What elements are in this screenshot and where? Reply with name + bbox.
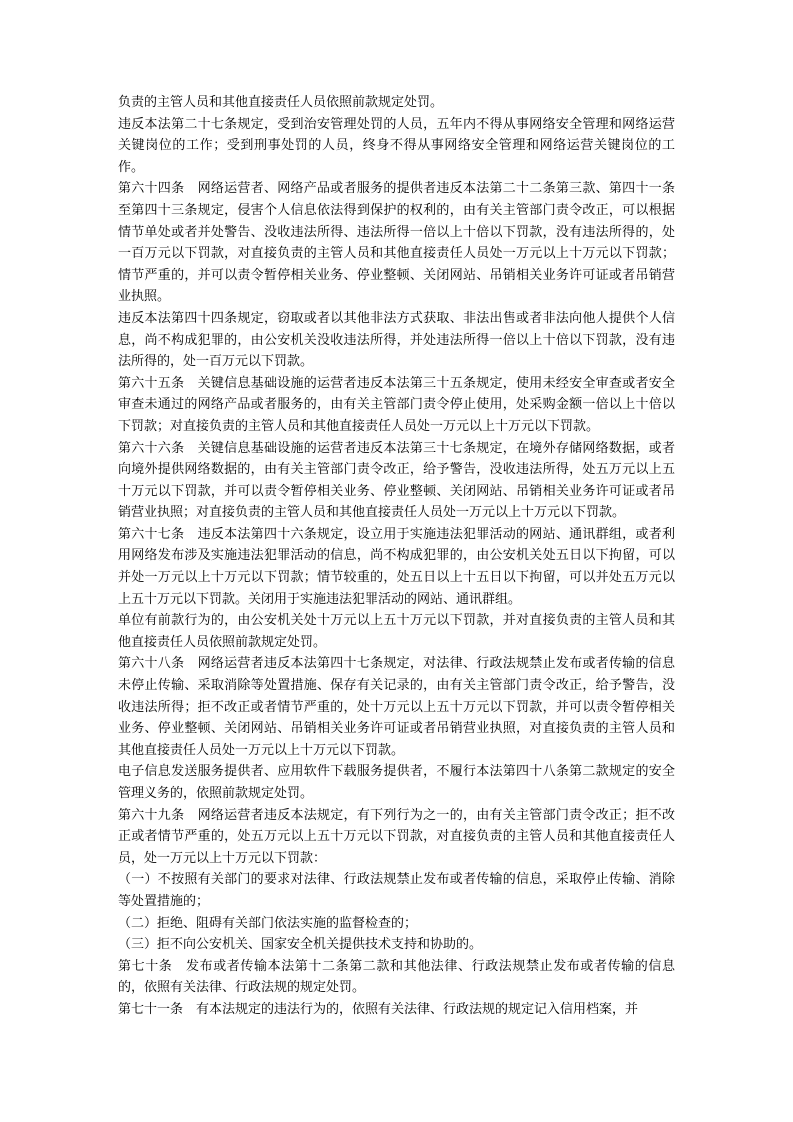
paragraph: （二）拒绝、阻碍有关部门依法实施的监督检查的； bbox=[118, 915, 418, 931]
paragraph: 电子信息发送服务提供者、应用软件下载服务提供者，不履行本法第四十八条第二款规定的安全管理义务的，依照前款规定处罚。 bbox=[118, 764, 675, 801]
paragraph: 第七十一条 有本法规定的违法行为的，依照有关法律、行政法规的规定记入信用档案，并 bbox=[118, 1001, 639, 1017]
paragraph: 第六十四条 网络运营者、网络产品或者服务的提供者违反本法第二十二条第三款、第四十一条至第四十三条规定，侵害个人信息依法得到保护的权利的，由有关主管部门责令改正，可以根据情节单处或者并处警告、没收违法所得、违法所得一倍以上十倍以下罚款，没有违法所得的，处一百万元以下罚款，对直接负责的主管人员和其他直接责任人员处一万元以上十万元以下罚款；情节严重的，并可以责令暂停相关业务、停业整顿、关闭网站、吊销相关业务许可证或者吊销营业执照。 bbox=[118, 181, 675, 305]
paragraph: 负责的主管人员和其他直接责任人员依照前款规定处罚。 bbox=[118, 95, 444, 110]
paragraph: 第六十九条 网络运营者违反本法规定，有下列行为之一的，由有关主管部门责令改正；拒不改正或者情节严重的，处五万元以上五十万元以下罚款，对直接负责的主管人员和其他直接责任人员，处一万元以上十万元以下罚款： bbox=[118, 807, 675, 866]
document-body bbox=[118, 92, 675, 1021]
paragraph: 第六十五条 关键信息基础设施的运营者违反本法第三十五条规定，使用未经安全审查或者安全审查未通过的网络产品或者服务的，由有关主管部门责令停止使用，处采购金额一倍以上十倍以下罚款；对直接负责的主管人员和其他直接责任人员处一万元以上十万元以下罚款。 bbox=[118, 375, 675, 434]
paragraph: 违反本法第二十七条规定，受到治安管理处罚的人员，五年内不得从事网络安全管理和网络运营关键岗位的工作；受到刑事处罚的人员，终身不得从事网络安全管理和网络运营关键岗位的工作。 bbox=[118, 116, 675, 175]
paragraph: 第六十六条 关键信息基础设施的运营者违反本法第三十七条规定，在境外存储网络数据，或者向境外提供网络数据的，由有关主管部门责令改正，给予警告，没收违法所得，处五万元以上五十万元以下罚款，并可以责令暂停相关业务、停业整顿、关闭网站、吊销相关业务许可证或者吊销营业执照；对直接负责的主管人员和其他直接责任人员处一万元以上十万元以下罚款。 bbox=[118, 440, 675, 521]
paragraph: 单位有前款行为的，由公安机关处十万元以上五十万元以下罚款，并对直接负责的主管人员和其他直接责任人员依照前款规定处罚。 bbox=[118, 613, 675, 650]
paragraph: 第六十七条 违反本法第四十六条规定，设立用于实施违法犯罪活动的网站、通讯群组，或者利用网络发布涉及实施违法犯罪活动的信息，尚不构成犯罪的，由公安机关处五日以下拘留，可以并处一万元以上十万元以下罚款；情节较重的，处五日以上十五日以下拘留，可以并处五万元以上五十万元以下罚款。关闭用于实施违法犯罪活动的网站、通讯群组。 bbox=[118, 526, 675, 607]
paragraph: （一）不按照有关部门的要求对法律、行政法规禁止发布或者传输的信息，采取停止传输、消除等处置措施的； bbox=[118, 872, 675, 909]
paragraph: 第六十八条 网络运营者违反本法第四十七条规定，对法律、行政法规禁止发布或者传输的信息未停止传输、采取消除等处置措施、保存有关记录的，由有关主管部门责令改正，给予警告，没收违法所得；拒不改正或者情节严重的，处十万元以上五十万元以下罚款，并可以责令暂停相关业务、停业整顿、关闭网站、吊销相关业务许可证或者吊销营业执照，对直接负责的主管人员和其他直接责任人员处一万元以上十万元以下罚款。 bbox=[118, 656, 675, 758]
paragraph: （三）拒不向公安机关、国家安全机关提供技术支持和协助的。 bbox=[118, 937, 483, 953]
paragraph: 违反本法第四十四条规定，窃取或者以其他非法方式获取、非法出售或者非法向他人提供个人信息，尚不构成犯罪的，由公安机关没收违法所得，并处违法所得一倍以上十倍以下罚款，没有违法所得的，处一百万元以下罚款。 bbox=[118, 310, 675, 370]
paragraph: 第七十条 发布或者传输本法第十二条第二款和其他法律、行政法规禁止发布或者传输的信息的，依照有关法律、行政法规的规定处罚。 bbox=[118, 958, 675, 996]
